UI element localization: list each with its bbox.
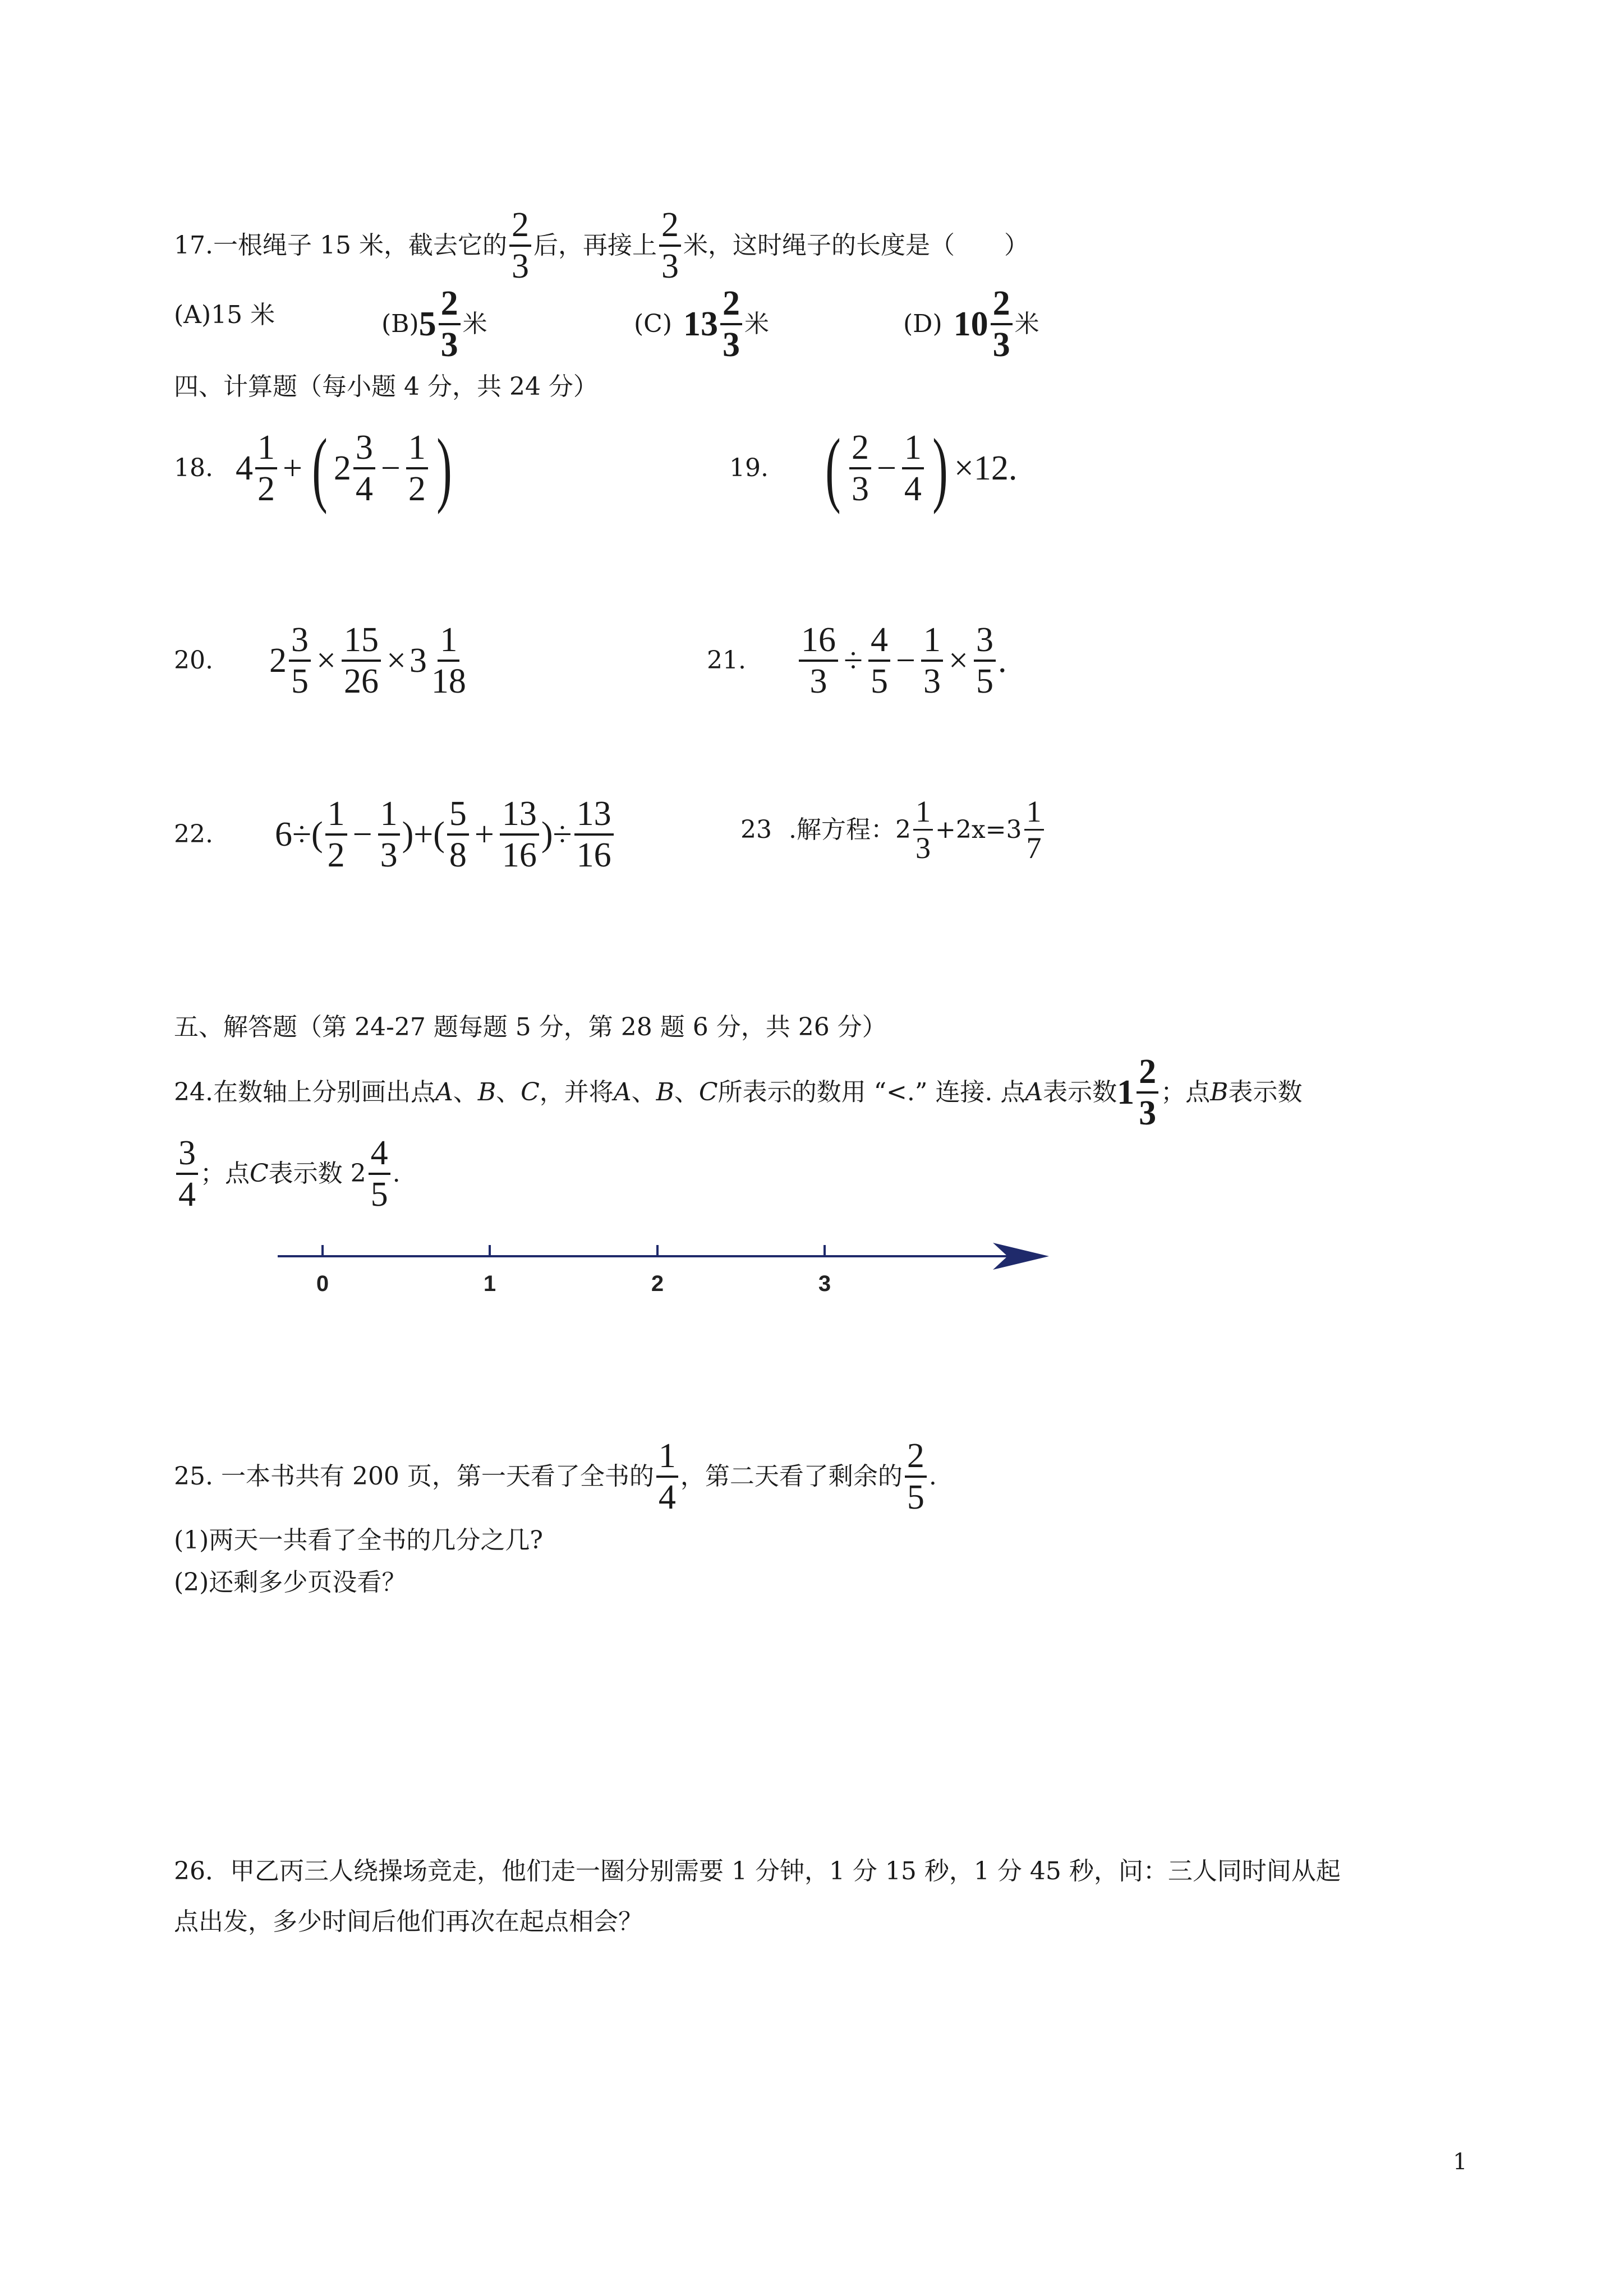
- question-23: 23 .解方程：2 $\frac{1}{3}$ +2x=3 $\frac{1}{7}$: [740, 796, 1046, 863]
- q17-text-3: 米，这时绳子的长度是（ ）: [683, 231, 1029, 260]
- q17-option-a: (A)15 米: [174, 301, 275, 329]
- section-5-heading: 五、解答题（第 24-27 题每题 5 分，第 28 题 6 分，共 26 分）: [174, 1013, 887, 1041]
- tick-label-3: 3: [818, 1271, 831, 1296]
- q17-fraction-2: $\frac{2}{3}$: [659, 208, 681, 284]
- question-24-line-2: $\frac{3}{4}$ ；点 C 表示数 2 $\frac{4}{5}$ .: [174, 1136, 401, 1212]
- question-20: 20. 2 $\frac{3}{5}$ × $\frac{15}{26}$ × 3 $\frac{1}{18}$: [174, 621, 466, 700]
- page-number: 1: [1453, 2149, 1467, 2175]
- tick-label-2: 2: [651, 1271, 664, 1296]
- question-21: 21. $\frac{16}{3}$ ÷ $\frac{4}{5}$ − $\frac{1}{3}$ × $\frac{3}{5}$ .: [707, 621, 1007, 700]
- question-18: 18. 4 $\frac{1}{2}$ + ( 2 $\frac{3}{4}$ − $\frac{1}{2}$ ): [174, 422, 452, 515]
- q17-option-d: (D) 10 $\frac{2}{3}$ 米: [903, 284, 1039, 364]
- section-4-heading: 四、计算题（每小题 4 分，共 24 分）: [174, 372, 598, 401]
- q17-text-1: 一根绳子 15 米，截去它的: [213, 231, 507, 260]
- question-25: 25. 一本书共有 200 页，第一天看了全书的 $\frac{1}{4}$ ，第二天看了剩余的 $\frac{2}{5}$ .: [174, 1437, 937, 1516]
- question-19: 19. ( $\frac{2}{3}$ − $\frac{1}{4}$ ) ×12.: [729, 422, 1018, 515]
- q25-subquestion-1: (1)两天一共看了全书的几分之几?: [174, 1526, 543, 1555]
- question-26-line-1: 26．甲乙丙三人绕操场竞走，他们走一圈分别需要 1 分钟，1 分 15 秒，1 分 45 秒，问：三人同时间从起: [174, 1857, 1341, 1885]
- q17-option-c: (C) 13 $\frac{2}{3}$ 米: [634, 284, 769, 364]
- number-line: [269, 1234, 1066, 1312]
- tick-label-0: 0: [316, 1271, 329, 1296]
- question-24-line-1: 24.在数轴上分别画出点 A 、 B 、 C ，并将 A 、 B 、 C 所表示的数用 “<.” 连接. 点 A 表示数 1 $\frac{2}{3}$ ；点 B 表示数: [174, 1053, 1303, 1132]
- q17-number: 17.: [174, 231, 213, 260]
- question-26-line-2: 点出发，多少时间后他们再次在起点相会？: [174, 1907, 643, 1936]
- q25-subquestion-2: (2)还剩多少页没看？: [174, 1568, 407, 1597]
- question-17: [174, 208, 1029, 284]
- q17-option-b: (B) 5 $\frac{2}{3}$ 米: [381, 284, 487, 364]
- question-22: 22. 6÷( $\frac{1}{2}$ − $\frac{1}{3}$ )+( $\frac{5}{8}$ + $\frac{13}{16}$ )÷ $\frac{13}{16}$: [174, 796, 616, 873]
- q17-text-2: 后，再接上: [533, 231, 657, 260]
- tick-label-1: 1: [483, 1271, 496, 1296]
- q17-fraction-1: $\frac{2}{3}$: [509, 208, 531, 284]
